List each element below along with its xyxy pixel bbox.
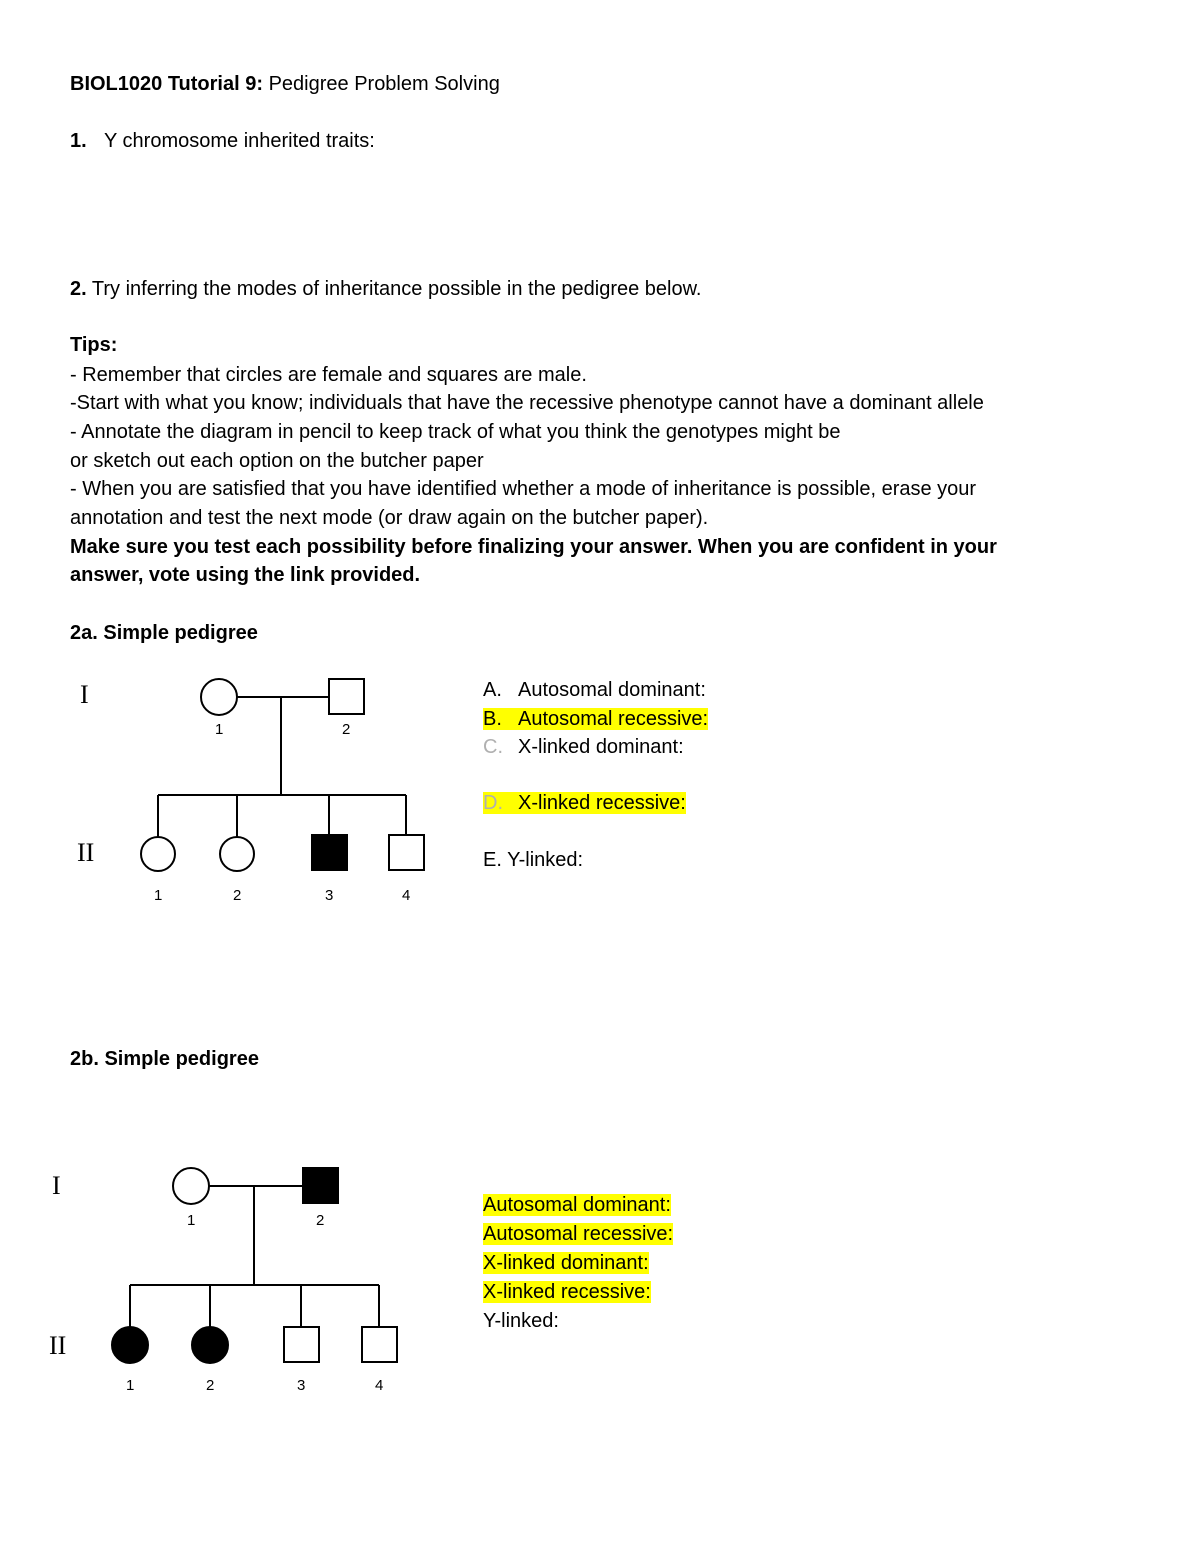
male-unaffected-2a-I-2 <box>329 679 364 714</box>
option-2b-y-linked: Y-linked: <box>483 1310 559 1332</box>
male-unaffected-2a-II-4 <box>389 835 424 870</box>
individual-number: 4 <box>402 887 411 904</box>
tip-line: -Start with what you know; individuals that have the recessive phenotype cannot have a dominant allele <box>70 392 984 414</box>
course-code: BIOL1020 Tutorial 9: <box>70 73 264 95</box>
generation-label-2: II <box>77 838 95 867</box>
female-unaffected-2a-I-1 <box>201 679 237 715</box>
individual-number: 3 <box>325 887 334 904</box>
tip-line: annotation and test the next mode (or draw again on the butcher paper). <box>70 507 709 529</box>
option-2b-x-linked-dominant: X-linked dominant: <box>483 1252 649 1274</box>
individual-number: 1 <box>187 1212 196 1229</box>
male-affected-2b-I-2 <box>303 1168 338 1203</box>
question-2-number: 2. <box>70 278 87 300</box>
option-2a-c: C. X-linked dominant: <box>483 736 684 758</box>
generation-label-1: I <box>80 680 89 709</box>
tip-line: or sketch out each option on the butcher paper <box>70 450 484 472</box>
option-2b-autosomal-recessive: Autosomal recessive: <box>483 1223 674 1245</box>
male-affected-2a-II-3 <box>312 835 347 870</box>
individual-number: 2 <box>233 887 242 904</box>
tip-line: - When you are satisfied that you have identified whether a mode of inheritance is possible, erase your <box>70 478 977 500</box>
tip-emphasis: answer, vote using the link provided. <box>70 564 421 586</box>
question-1-text: Y chromosome inherited traits: <box>104 130 375 152</box>
pedigree-2b-title: 2b. Simple pedigree <box>70 1048 259 1070</box>
question-2 <box>70 275 702 303</box>
individual-number: 1 <box>215 721 224 738</box>
option-2a-e: E. Y-linked: <box>483 849 584 871</box>
individual-number: 3 <box>297 1377 306 1394</box>
pedigree-2b-diagram <box>0 1150 480 1410</box>
individual-number: 2 <box>342 721 351 738</box>
individual-number: 4 <box>375 1377 384 1394</box>
option-2a-d: D. X-linked recessive: <box>483 792 686 814</box>
tips-heading: Tips: <box>70 334 118 356</box>
pedigree-2a-diagram <box>0 660 480 920</box>
question-1-number: 1. <box>70 130 87 152</box>
female-unaffected-2a-II-2 <box>220 837 254 871</box>
tutorial-topic: Pedigree Problem Solving <box>263 73 500 95</box>
female-affected-2b-II-1 <box>112 1327 148 1363</box>
generation-label-2: II <box>49 1331 67 1360</box>
male-unaffected-2b-II-4 <box>362 1327 397 1362</box>
document-title <box>70 70 500 98</box>
option-2a-a: A. Autosomal dominant: <box>483 679 706 701</box>
female-unaffected-2a-II-1 <box>141 837 175 871</box>
tip-line: - Annotate the diagram in pencil to keep track of what you think the genotypes might be <box>70 421 841 443</box>
female-affected-2b-II-2 <box>192 1327 228 1363</box>
male-unaffected-2b-II-3 <box>284 1327 319 1362</box>
tip-line: - Remember that circles are female and squares are male. <box>70 364 587 386</box>
tip-emphasis: Make sure you test each possibility before finalizing your answer. When you are confident in your <box>70 536 997 558</box>
option-2b-x-linked-recessive: X-linked recessive: <box>483 1281 651 1303</box>
option-2a-b: B. Autosomal recessive: <box>483 708 709 730</box>
individual-number: 2 <box>206 1377 215 1394</box>
option-2b-autosomal-dominant: Autosomal dominant: <box>483 1194 671 1216</box>
individual-number: 2 <box>316 1212 325 1229</box>
question-1 <box>70 127 375 155</box>
generation-label-1: I <box>52 1171 61 1200</box>
question-2-text: Try inferring the modes of inheritance possible in the pedigree below. <box>86 278 702 300</box>
individual-number: 1 <box>126 1377 135 1394</box>
individual-number: 1 <box>154 887 163 904</box>
pedigree-2a-title: 2a. Simple pedigree <box>70 622 258 644</box>
female-unaffected-2b-I-1 <box>173 1168 209 1204</box>
